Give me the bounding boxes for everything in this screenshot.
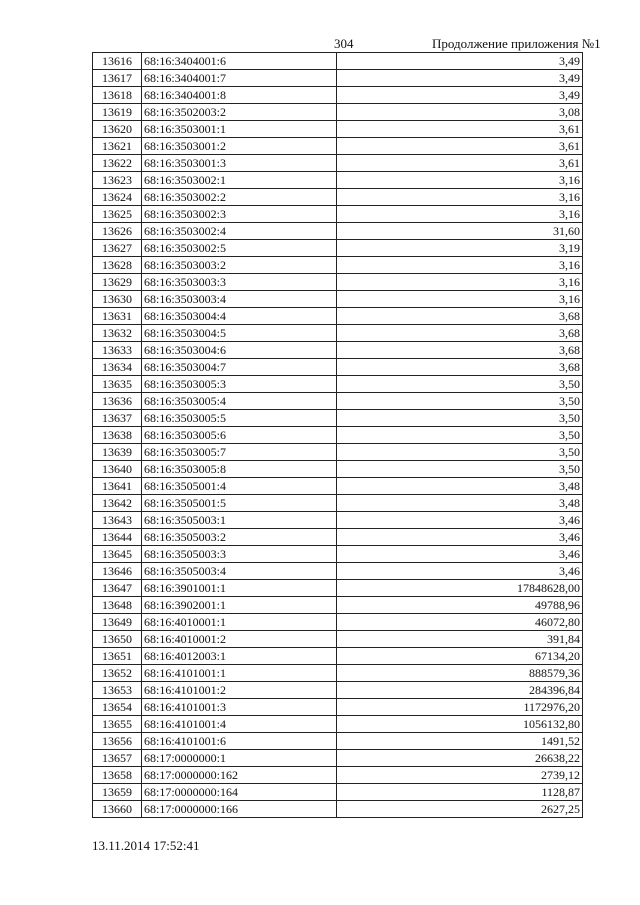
row-number-cell: 13650 bbox=[93, 631, 142, 648]
table-row bbox=[93, 308, 583, 325]
value-cell: 67134,20 bbox=[337, 648, 583, 665]
row-number-cell: 13636 bbox=[93, 393, 142, 410]
value-cell: 3,49 bbox=[337, 53, 583, 70]
value-cell: 888579,36 bbox=[337, 665, 583, 682]
value-cell: 3,50 bbox=[337, 461, 583, 478]
value-cell: 391,84 bbox=[337, 631, 583, 648]
cadastral-number-cell: 68:16:4101001:4 bbox=[142, 716, 337, 733]
value-cell: 3,68 bbox=[337, 342, 583, 359]
cadastral-number-cell: 68:16:3503004:5 bbox=[142, 325, 337, 342]
value-cell: 284396,84 bbox=[337, 682, 583, 699]
table-row bbox=[93, 376, 583, 393]
table-row bbox=[93, 240, 583, 257]
value-cell: 26638,22 bbox=[337, 750, 583, 767]
row-number-cell: 13645 bbox=[93, 546, 142, 563]
value-cell: 31,60 bbox=[337, 223, 583, 240]
table-row bbox=[93, 359, 583, 376]
cadastral-number-cell: 68:16:3503002:3 bbox=[142, 206, 337, 223]
value-cell: 3,50 bbox=[337, 410, 583, 427]
cadastral-number-cell: 68:16:3505003:3 bbox=[142, 546, 337, 563]
table-row bbox=[93, 716, 583, 733]
cadastral-number-cell: 68:16:3503001:1 bbox=[142, 121, 337, 138]
table-row bbox=[93, 53, 583, 70]
row-number-cell: 13657 bbox=[93, 750, 142, 767]
cadastral-number-cell: 68:16:4101001:2 bbox=[142, 682, 337, 699]
row-number-cell: 13625 bbox=[93, 206, 142, 223]
value-cell: 3,46 bbox=[337, 546, 583, 563]
table-row bbox=[93, 291, 583, 308]
table-row bbox=[93, 206, 583, 223]
cadastral-number-cell: 68:16:3404001:8 bbox=[142, 87, 337, 104]
cadastral-number-cell: 68:17:0000000:162 bbox=[142, 767, 337, 784]
row-number-cell: 13624 bbox=[93, 189, 142, 206]
row-number-cell: 13649 bbox=[93, 614, 142, 631]
value-cell: 3,48 bbox=[337, 495, 583, 512]
cadastral-number-cell: 68:16:3505001:4 bbox=[142, 478, 337, 495]
cadastral-number-cell: 68:16:3503003:3 bbox=[142, 274, 337, 291]
cadastral-number-cell: 68:17:0000000:164 bbox=[142, 784, 337, 801]
table-row bbox=[93, 189, 583, 206]
row-number-cell: 13633 bbox=[93, 342, 142, 359]
row-number-cell: 13656 bbox=[93, 733, 142, 750]
cadastral-number-cell: 68:16:3901001:1 bbox=[142, 580, 337, 597]
table-row bbox=[93, 274, 583, 291]
value-cell: 3,49 bbox=[337, 70, 583, 87]
row-number-cell: 13655 bbox=[93, 716, 142, 733]
table-row bbox=[93, 70, 583, 87]
table-row bbox=[93, 529, 583, 546]
value-cell: 46072,80 bbox=[337, 614, 583, 631]
table-row bbox=[93, 614, 583, 631]
cadastral-number-cell: 68:16:3503005:6 bbox=[142, 427, 337, 444]
row-number-cell: 13648 bbox=[93, 597, 142, 614]
row-number-cell: 13643 bbox=[93, 512, 142, 529]
cadastral-number-cell: 68:16:3505001:5 bbox=[142, 495, 337, 512]
table-row bbox=[93, 563, 583, 580]
value-cell: 3,16 bbox=[337, 172, 583, 189]
cadastral-number-cell: 68:16:3503002:1 bbox=[142, 172, 337, 189]
row-number-cell: 13641 bbox=[93, 478, 142, 495]
value-cell: 3,46 bbox=[337, 563, 583, 580]
cadastral-number-cell: 68:16:3503001:3 bbox=[142, 155, 337, 172]
row-number-cell: 13617 bbox=[93, 70, 142, 87]
table-row bbox=[93, 342, 583, 359]
row-number-cell: 13621 bbox=[93, 138, 142, 155]
row-number-cell: 13659 bbox=[93, 784, 142, 801]
cadastral-number-cell: 68:16:4010001:2 bbox=[142, 631, 337, 648]
value-cell: 1128,87 bbox=[337, 784, 583, 801]
row-number-cell: 13630 bbox=[93, 291, 142, 308]
row-number-cell: 13638 bbox=[93, 427, 142, 444]
value-cell: 3,50 bbox=[337, 376, 583, 393]
cadastral-number-cell: 68:16:4010001:1 bbox=[142, 614, 337, 631]
table-row bbox=[93, 138, 583, 155]
table-row bbox=[93, 682, 583, 699]
table-row bbox=[93, 631, 583, 648]
table-row bbox=[93, 546, 583, 563]
row-number-cell: 13632 bbox=[93, 325, 142, 342]
table-row bbox=[93, 699, 583, 716]
value-cell: 3,16 bbox=[337, 206, 583, 223]
value-cell: 3,08 bbox=[337, 104, 583, 121]
value-cell: 3,19 bbox=[337, 240, 583, 257]
cadastral-number-cell: 68:16:3902001:1 bbox=[142, 597, 337, 614]
cadastral-number-cell: 68:16:4101001:1 bbox=[142, 665, 337, 682]
cadastral-number-cell: 68:16:3505003:2 bbox=[142, 529, 337, 546]
table-row bbox=[93, 784, 583, 801]
cadastral-number-cell: 68:16:3503004:6 bbox=[142, 342, 337, 359]
cadastral-number-cell: 68:16:3503003:2 bbox=[142, 257, 337, 274]
table-row bbox=[93, 325, 583, 342]
table-row bbox=[93, 172, 583, 189]
row-number-cell: 13629 bbox=[93, 274, 142, 291]
cadastral-number-cell: 68:16:3502003:2 bbox=[142, 104, 337, 121]
row-number-cell: 13622 bbox=[93, 155, 142, 172]
cadastral-number-cell: 68:16:4101001:3 bbox=[142, 699, 337, 716]
table-row bbox=[93, 665, 583, 682]
row-number-cell: 13640 bbox=[93, 461, 142, 478]
table-row bbox=[93, 427, 583, 444]
table-row bbox=[93, 597, 583, 614]
header-title: Продолжение приложения №1 bbox=[432, 36, 601, 51]
value-cell: 3,50 bbox=[337, 393, 583, 410]
cadastral-number-cell: 68:17:0000000:166 bbox=[142, 801, 337, 818]
row-number-cell: 13644 bbox=[93, 529, 142, 546]
row-number-cell: 13658 bbox=[93, 767, 142, 784]
cadastral-number-cell: 68:16:3503001:2 bbox=[142, 138, 337, 155]
table-row bbox=[93, 767, 583, 784]
row-number-cell: 13626 bbox=[93, 223, 142, 240]
value-cell: 3,49 bbox=[337, 87, 583, 104]
row-number-cell: 13647 bbox=[93, 580, 142, 597]
table-row bbox=[93, 393, 583, 410]
row-number-cell: 13620 bbox=[93, 121, 142, 138]
value-cell: 1491,52 bbox=[337, 733, 583, 750]
cadastral-number-cell: 68:16:3505003:1 bbox=[142, 512, 337, 529]
row-number-cell: 13646 bbox=[93, 563, 142, 580]
row-number-cell: 13654 bbox=[93, 699, 142, 716]
value-cell: 3,16 bbox=[337, 257, 583, 274]
value-cell: 3,46 bbox=[337, 529, 583, 546]
cadastral-number-cell: 68:17:0000000:1 bbox=[142, 750, 337, 767]
value-cell: 3,48 bbox=[337, 478, 583, 495]
cadastral-number-cell: 68:16:3503003:4 bbox=[142, 291, 337, 308]
cadastral-number-cell: 68:16:3503005:7 bbox=[142, 444, 337, 461]
table-row bbox=[93, 648, 583, 665]
row-number-cell: 13660 bbox=[93, 801, 142, 818]
row-number-cell: 13628 bbox=[93, 257, 142, 274]
value-cell: 3,16 bbox=[337, 291, 583, 308]
cadastral-number-cell: 68:16:3503002:5 bbox=[142, 240, 337, 257]
value-cell: 3,68 bbox=[337, 325, 583, 342]
value-cell: 2739,12 bbox=[337, 767, 583, 784]
cadastral-number-cell: 68:16:3404001:7 bbox=[142, 70, 337, 87]
row-number-cell: 13627 bbox=[93, 240, 142, 257]
cadastral-number-cell: 68:16:3503004:7 bbox=[142, 359, 337, 376]
cadastral-number-cell: 68:16:3503005:8 bbox=[142, 461, 337, 478]
cadastral-number-cell: 68:16:3503004:4 bbox=[142, 308, 337, 325]
table-row bbox=[93, 410, 583, 427]
cadastral-number-cell: 68:16:3503002:2 bbox=[142, 189, 337, 206]
cadastral-number-cell: 68:16:3503005:5 bbox=[142, 410, 337, 427]
table-row bbox=[93, 461, 583, 478]
value-cell: 3,68 bbox=[337, 308, 583, 325]
row-number-cell: 13652 bbox=[93, 665, 142, 682]
table-row bbox=[93, 104, 583, 121]
row-number-cell: 13618 bbox=[93, 87, 142, 104]
cadastral-number-cell: 68:16:3505003:4 bbox=[142, 563, 337, 580]
value-cell: 1172976,20 bbox=[337, 699, 583, 716]
value-cell: 3,61 bbox=[337, 121, 583, 138]
table-row bbox=[93, 257, 583, 274]
table-row bbox=[93, 733, 583, 750]
row-number-cell: 13653 bbox=[93, 682, 142, 699]
table-body bbox=[93, 53, 583, 818]
table-row bbox=[93, 580, 583, 597]
table-row bbox=[93, 444, 583, 461]
cadastral-number-cell: 68:16:3404001:6 bbox=[142, 53, 337, 70]
row-number-cell: 13619 bbox=[93, 104, 142, 121]
value-cell: 17848628,00 bbox=[337, 580, 583, 597]
value-cell: 3,50 bbox=[337, 444, 583, 461]
row-number-cell: 13635 bbox=[93, 376, 142, 393]
row-number-cell: 13631 bbox=[93, 308, 142, 325]
value-cell: 3,61 bbox=[337, 138, 583, 155]
value-cell: 1056132,80 bbox=[337, 716, 583, 733]
table-row bbox=[93, 495, 583, 512]
table-row bbox=[93, 801, 583, 818]
row-number-cell: 13637 bbox=[93, 410, 142, 427]
table-row bbox=[93, 478, 583, 495]
table-row bbox=[93, 155, 583, 172]
table-row bbox=[93, 512, 583, 529]
row-number-cell: 13639 bbox=[93, 444, 142, 461]
cadastral-number-cell: 68:16:4012003:1 bbox=[142, 648, 337, 665]
value-cell: 3,61 bbox=[337, 155, 583, 172]
page-number: 304 bbox=[334, 36, 354, 51]
cadastral-number-cell: 68:16:3503005:3 bbox=[142, 376, 337, 393]
cadastral-number-cell: 68:16:4101001:6 bbox=[142, 733, 337, 750]
row-number-cell: 13634 bbox=[93, 359, 142, 376]
value-cell: 3,68 bbox=[337, 359, 583, 376]
value-cell: 3,50 bbox=[337, 427, 583, 444]
value-cell: 3,46 bbox=[337, 512, 583, 529]
registry-table bbox=[92, 52, 583, 818]
table-row bbox=[93, 87, 583, 104]
row-number-cell: 13623 bbox=[93, 172, 142, 189]
value-cell: 49788,96 bbox=[337, 597, 583, 614]
table-row bbox=[93, 223, 583, 240]
value-cell: 2627,25 bbox=[337, 801, 583, 818]
row-number-cell: 13616 bbox=[93, 53, 142, 70]
table-row bbox=[93, 750, 583, 767]
row-number-cell: 13642 bbox=[93, 495, 142, 512]
table-row bbox=[93, 121, 583, 138]
value-cell: 3,16 bbox=[337, 274, 583, 291]
cadastral-number-cell: 68:16:3503005:4 bbox=[142, 393, 337, 410]
row-number-cell: 13651 bbox=[93, 648, 142, 665]
print-timestamp: 13.11.2014 17:52:41 bbox=[92, 838, 200, 853]
cadastral-number-cell: 68:16:3503002:4 bbox=[142, 223, 337, 240]
value-cell: 3,16 bbox=[337, 189, 583, 206]
